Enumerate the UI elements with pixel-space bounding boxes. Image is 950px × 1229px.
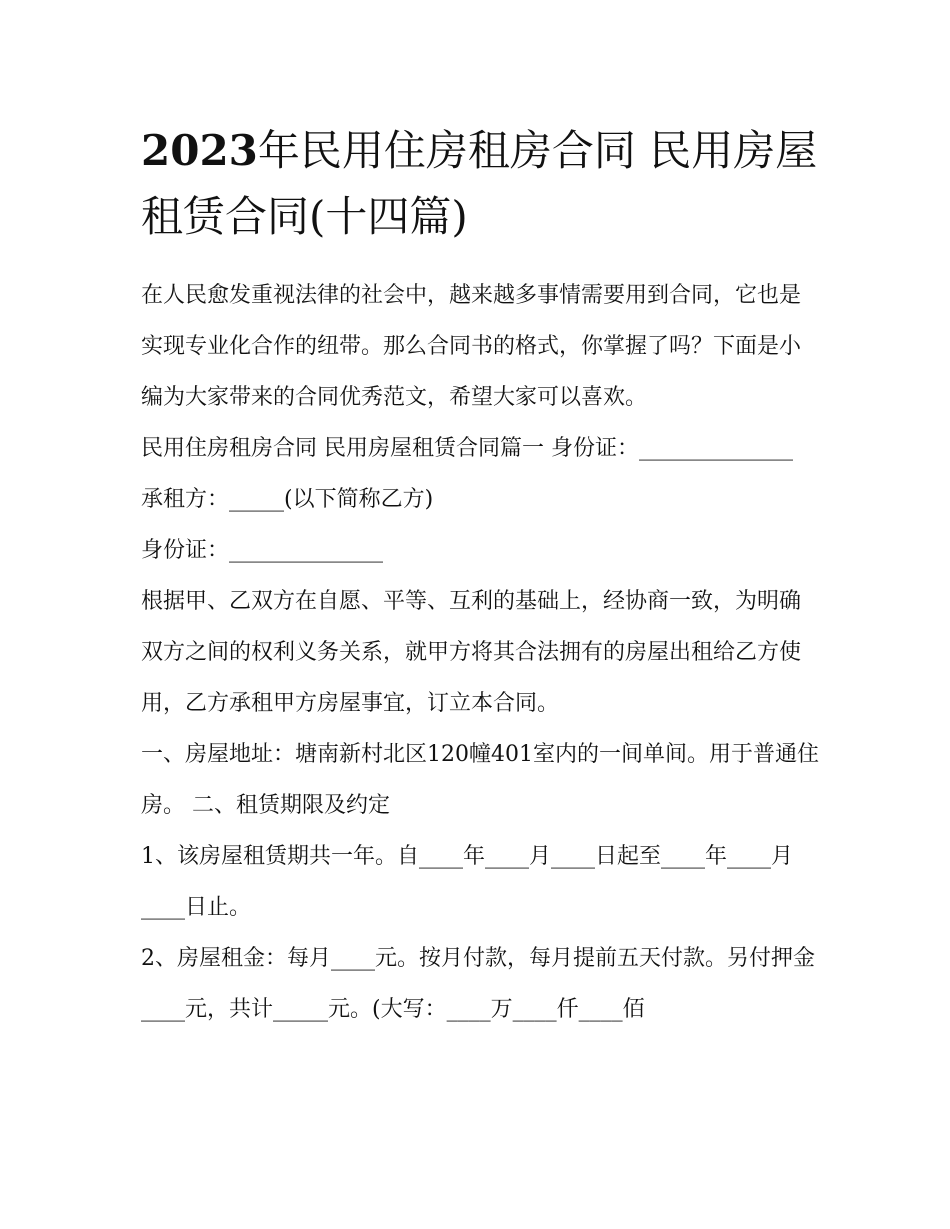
id-card-paragraph: 身份证：______________: [141, 538, 384, 563]
lease-term-paragraph: 1、该房屋租赁期共一年。自____年____月____日起至____年____月____日止。: [141, 844, 793, 920]
rent-paragraph: 2、房屋租金：每月____元。按月付款，每月提前五天付款。另付押金____元，共计_____元。(大写：____万____仟____佰: [141, 946, 815, 1022]
document-page: [141, 118, 821, 1035]
house-address-paragraph: 一、房屋地址：塘南新村北区120幢401室内的一间单间。用于普通住房。 二、租赁期限及约定: [141, 742, 819, 818]
contract-heading-paragraph: 民用住房租房合同 民用房屋租赁合同篇一 身份证：______________ 承租方：_____(以下简称乙方): [141, 436, 793, 512]
title-year: 2023: [141, 126, 258, 175]
document-title: [141, 118, 821, 250]
document-body: [141, 270, 821, 1035]
title-text: 年民用住房租房合同 民用房屋租赁合同(十四篇): [141, 126, 818, 241]
agreement-basis-paragraph: 根据甲、乙双方在自愿、平等、互利的基础上，经协商一致，为明确双方之间的权利义务关系，就甲方将其合法拥有的房屋出租给乙方使用，乙方承租甲方房屋事宜，订立本合同。: [141, 589, 802, 716]
intro-paragraph: 在人民愈发重视法律的社会中，越来越多事情需要用到合同，它也是实现专业化合作的纽带。那么合同书的格式，你掌握了吗？下面是小编为大家带来的合同优秀范文，希望大家可以喜欢。: [141, 283, 802, 410]
